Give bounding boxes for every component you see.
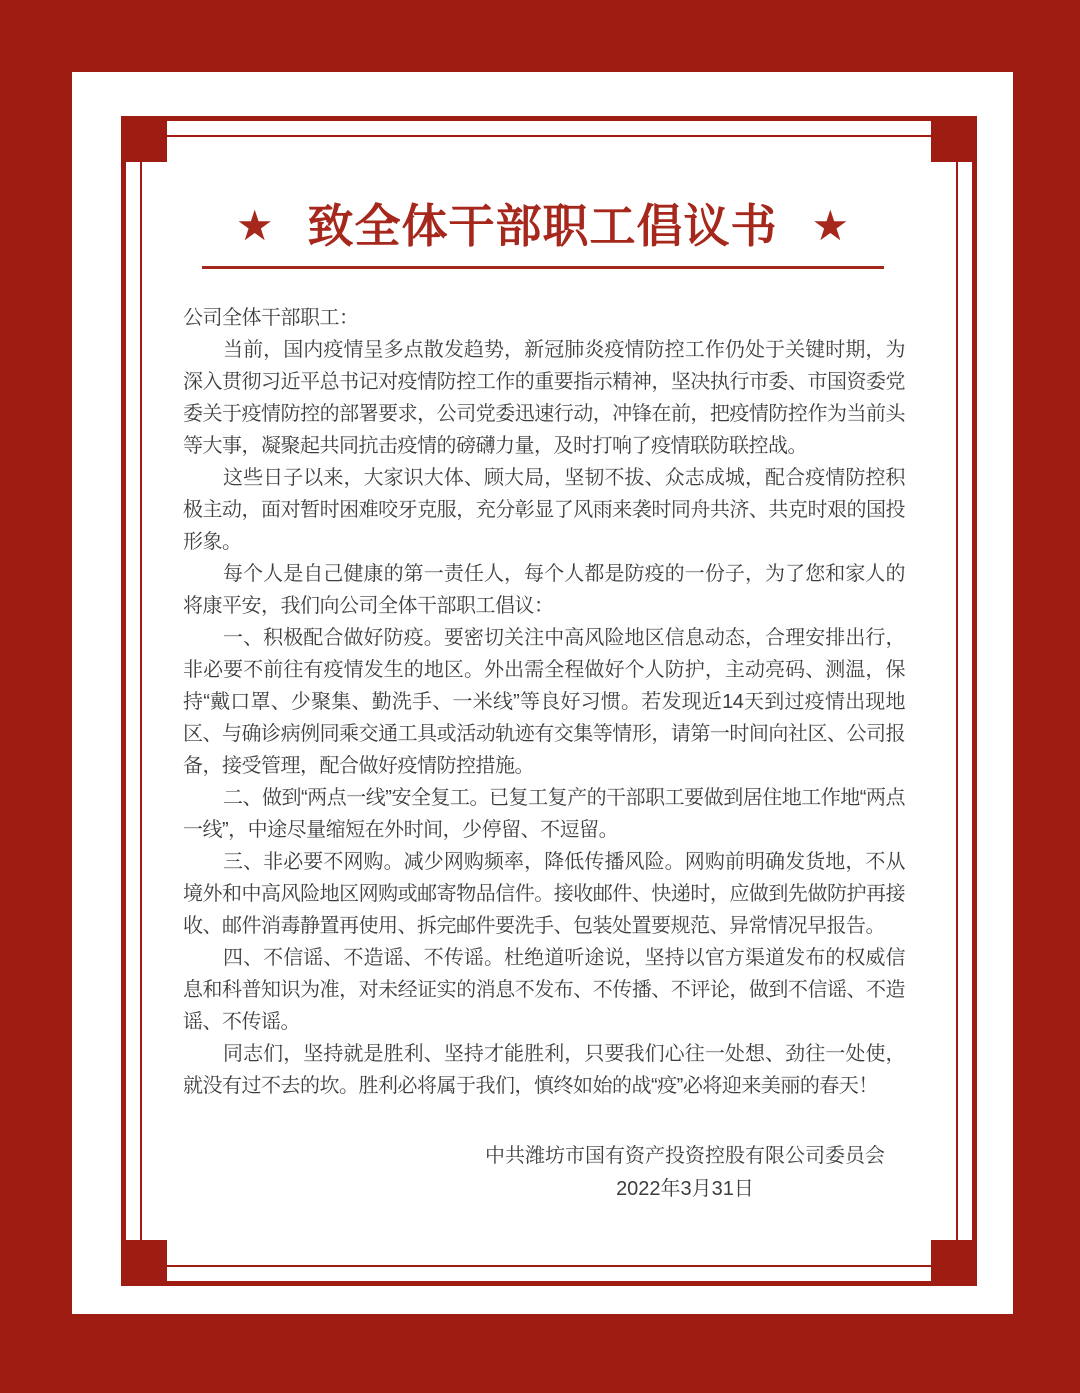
paragraph: 当前，国内疫情呈多点散发趋势，新冠肺炎疫情防控工作仍处于关键时期，为深入贯彻习近平总书记对疫情防控工作的重要指示精神，坚决执行市委、市国资委党委关于疫情防控的部署要求，公司党委迅速行动，冲锋在前，把疫情防控作为当前头等大事，凝聚起共同抗击疫情的磅礴力量，及时打响了疫情联防联控战。: [183, 339, 905, 457]
title-block: [72, 196, 1013, 269]
star-right-icon: ★: [811, 202, 850, 249]
paragraph: 每个人是自己健康的第一责任人，每个人都是防疫的一份子，为了您和家人的将康平安，我们向公司全体干部职工倡议：: [183, 563, 905, 617]
letter-body: [183, 302, 905, 1102]
proposal-item-2: 二、做到“两点一线”安全复工。已复工复产的干部职工要做到居住地工作地“两点一线”，中途尽量缩短在外时间，少停留、不逗留。: [183, 787, 905, 841]
frame-corner-bottom-left: [121, 1240, 167, 1286]
proposal-item-4: 四、不信谣、不造谣、不传谣。杜绝道听途说，坚持以官方渠道发布的权威信息和科普知识为准，对未经证实的消息不发布、不传播、不评论，做到不信谣、不造谣、不传谣。: [183, 947, 905, 1033]
frame-corner-top-left: [121, 116, 167, 162]
star-left-icon: ★: [235, 202, 274, 249]
page-title: 致全体干部职工倡议书: [307, 200, 778, 252]
signature-org: 中共潍坊市国有资产投资控股有限公司委员会: [485, 1145, 885, 1167]
frame-corner-bottom-right: [931, 1240, 977, 1286]
frame-corner-top-right: [931, 116, 977, 162]
document-sheet: [72, 72, 1013, 1314]
signature-date: 2022年3月31日: [616, 1178, 754, 1200]
closing-paragraph: 同志们，坚持就是胜利、坚持才能胜利，只要我们心往一处想、劲往一处使，就没有过不去的坎。胜利必将属于我们，慎终如始的战“疫”必将迎来美丽的春天！: [183, 1043, 905, 1097]
signature-block: [424, 1140, 946, 1206]
salutation: 公司全体干部职工：: [183, 307, 359, 329]
proposal-item-1: 一、积极配合做好防疫。要密切关注中高风险地区信息动态，合理安排出行，非必要不前往有疫情发生的地区。外出需全程做好个人防护，主动亮码、测温，保持“戴口罩、少聚集、勤洗手、一米线”等良好习惯。若发现近14天到过疫情出现地区、与确诊病例同乘交通工具或活动轨迹有交集等情形，请第一时间向社区、公司报备，接受管理，配合做好疫情防控措施。: [183, 627, 905, 777]
paragraph: 这些日子以来，大家识大体、顾大局，坚韧不拔、众志成城，配合疫情防控积极主动，面对暂时困难咬牙克服，充分彰显了风雨来袭时同舟共济、共克时艰的国投形象。: [183, 467, 905, 553]
proposal-item-3: 三、非必要不网购。减少网购频率，降低传播风险。网购前明确发货地，不从境外和中高风险地区网购或邮寄物品信件。接收邮件、快递时，应做到先做防护再接收、邮件消毒静置再使用、拆完邮件要洗手、包装处置要规范、异常情况早报告。: [183, 851, 905, 937]
title-underline: [202, 266, 884, 269]
